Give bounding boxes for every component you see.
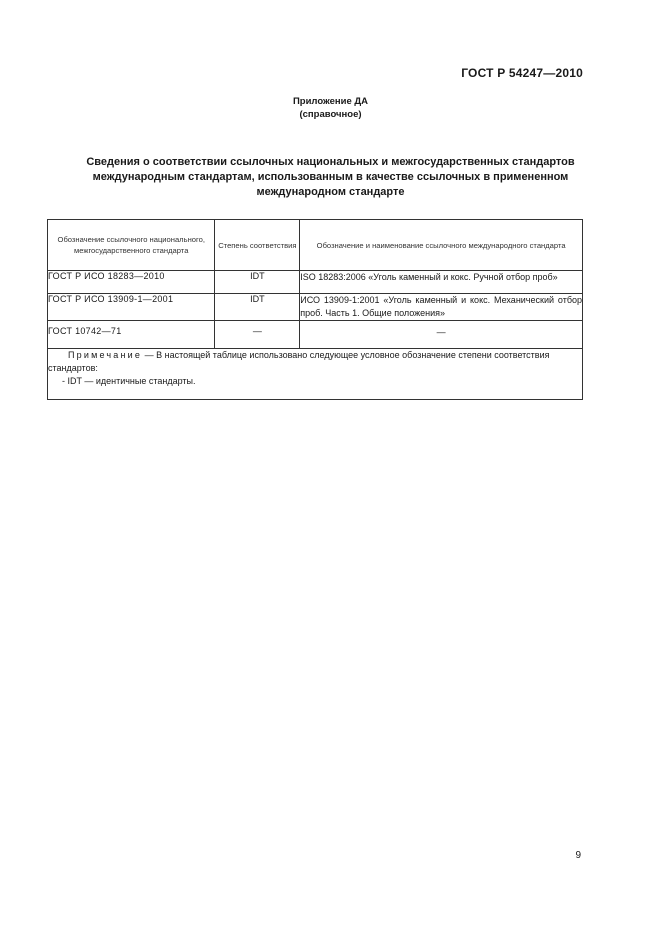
cell-international: ISO 18283:2006 «Уголь каменный и кокс. Ручной отбор проб» xyxy=(300,271,583,294)
note-text: — В настоящей таблице использовано следующее условное обозначение степени соответствия стандартов: xyxy=(48,350,550,373)
cell-degree: IDT xyxy=(215,294,300,321)
appendix-subtitle: (справочное) xyxy=(299,109,362,120)
table-note xyxy=(48,349,583,400)
note-label: Примечание xyxy=(68,350,143,360)
table-row xyxy=(48,321,583,349)
cell-degree: IDT xyxy=(215,271,300,294)
header-international-standard: Обозначение и наименование ссылочного международного стандарта xyxy=(300,220,583,271)
cell-gost: ГОСТ 10742—71 xyxy=(48,321,215,349)
table-header-row xyxy=(48,220,583,271)
appendix-title: Приложение ДА xyxy=(292,96,369,107)
header-national-standard: Обозначение ссылочного национального, межгосударственного стандарта xyxy=(48,220,215,271)
cell-international: ИСО 13909-1:2001 «Уголь каменный и кокс. Механический отбор проб. Часть 1. Общие положения» xyxy=(300,294,583,321)
table-row xyxy=(48,294,583,321)
cell-international: — xyxy=(300,321,583,349)
header-degree: Степень соответствия xyxy=(215,220,300,271)
cell-degree: — xyxy=(215,321,300,349)
note-item: - IDT — идентичные стандарты. xyxy=(62,376,196,386)
title-line-3: международном стандарте xyxy=(256,186,405,198)
cell-gost: ГОСТ Р ИСО 18283—2010 xyxy=(48,271,215,294)
title-line-2: международным стандартам, использованным в качестве ссылочных в примененном xyxy=(92,171,569,183)
appendix-heading xyxy=(0,95,661,121)
table-note-row xyxy=(48,349,583,400)
page-title xyxy=(48,155,613,200)
title-line-1: Сведения о соответствии ссылочных национальных и межгосударственных стандартов xyxy=(86,156,575,168)
page-number: 9 xyxy=(575,850,581,861)
standards-table xyxy=(47,219,583,400)
cell-gost: ГОСТ Р ИСО 13909-1—2001 xyxy=(48,294,215,321)
document-code: ГОСТ Р 54247—2010 xyxy=(461,66,583,80)
table-row xyxy=(48,271,583,294)
